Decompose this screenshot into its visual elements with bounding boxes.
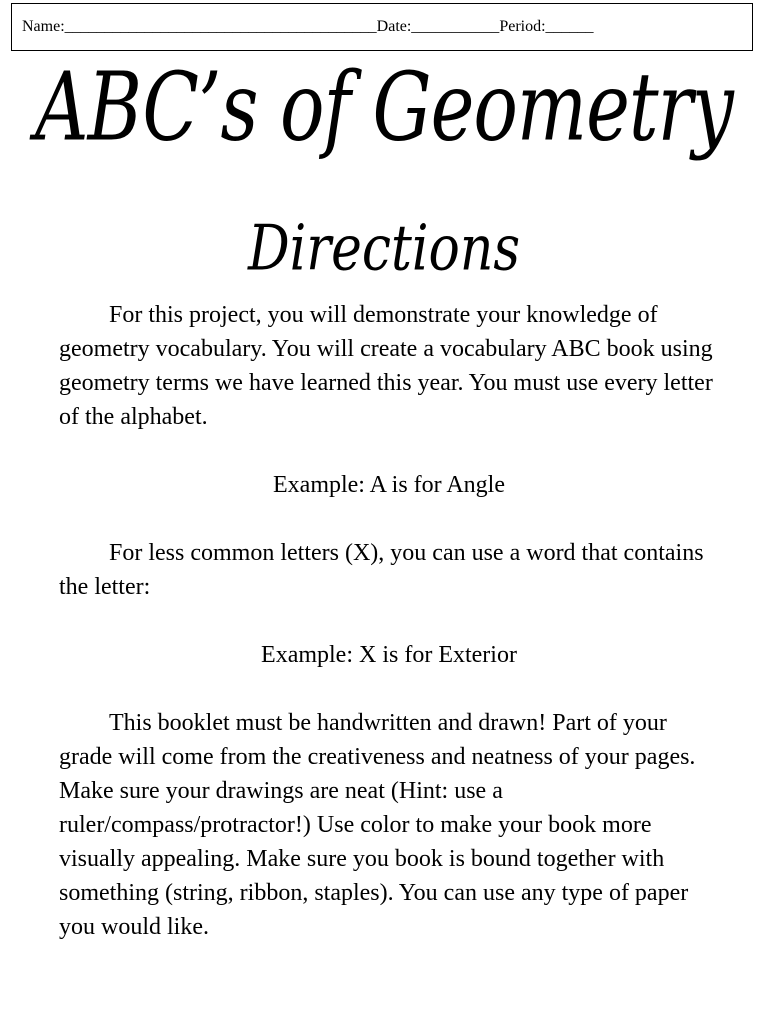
name-field-label: Name:_______________________________________ <box>22 18 377 35</box>
example-exterior: Example: X is for Exterior <box>261 642 517 668</box>
less-common-paragraph: For less common letters (X), you can use a word that contains the letter: <box>59 540 704 600</box>
section-heading: Directions <box>247 213 521 286</box>
example-angle: Example: A is for Angle <box>273 472 505 498</box>
intro-paragraph: For this project, you will demonstrate your knowledge of geometry vocabulary. You will create a vocabulary ABC book using geometry terms we have learned this year. You must use every letter of the alphabet. <box>59 302 713 430</box>
page-title: ABC’s of Geometry <box>35 52 733 163</box>
date-field-label: Date:___________ <box>376 18 500 35</box>
student-info-header <box>11 3 753 51</box>
directions-body <box>59 298 719 944</box>
period-field-label: Period:______ <box>499 18 594 35</box>
requirements-paragraph: This booklet must be handwritten and drawn! Part of your grade will come from the creativeness and neatness of your pages. Make sure your drawings are neat (Hint: use a ruler/compass/protractor!) Use color to make your book more visually appealing. Make sure you book is bound together with something (string, ribbon, staples). You can use any type of paper you would like. <box>59 710 696 940</box>
